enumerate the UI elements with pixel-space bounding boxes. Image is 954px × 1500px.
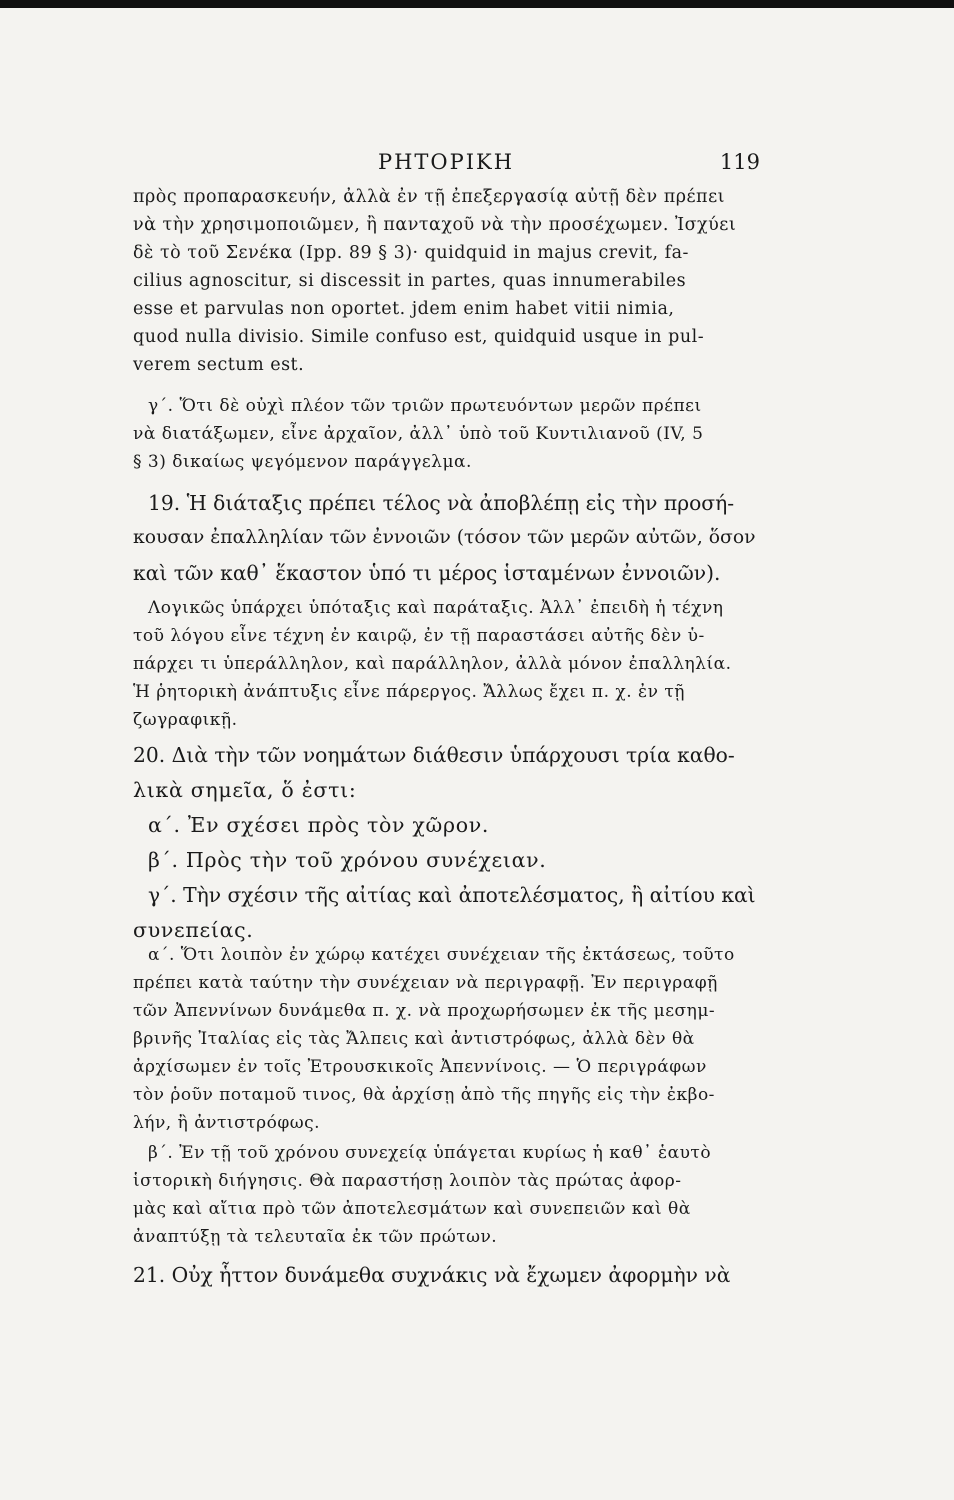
page-number: 119 (719, 150, 760, 174)
section-heading-line: συνεπείας. (133, 918, 254, 942)
section-heading-line: 21. Οὐχ ἧττον δυνάμεθα συχνάκις νὰ ἔχωμεν ἀφορμὴν νὰ (133, 1263, 731, 1287)
section-heading-line: 19. Ἡ διάταξις πρέπει τέλος νὰ ἀποβλέπῃ εἰς τὴν προσή- (148, 491, 735, 515)
text-line: ζωγραφικῇ. (133, 710, 238, 730)
text-line: ἱστορικὴ διήγησις. Θὰ παραστήσῃ λοιπὸν τὰς πρώτας ἀφορ- (133, 1171, 682, 1191)
text-line: πάρχει τι ὑπεράλληλον, καὶ παράλληλον, ἀλλὰ μόνον ἐπαλληλία. (133, 654, 732, 674)
section-heading-line: λικὰ σημεῖα, ὅ ἐστι: (133, 778, 357, 802)
text-line: γ΄. Ὅτι δὲ οὐχὶ πλέον τῶν τριῶν πρωτευόντων μερῶν πρέπει (148, 396, 702, 416)
section-heading-line: 20. Διὰ τὴν τῶν νοημάτων διάθεσιν ὑπάρχουσι τρία καθο- (133, 743, 735, 767)
text-line: ἀναπτύξῃ τὰ τελευταῖα ἐκ τῶν πρώτων. (133, 1227, 498, 1247)
text-line: νὰ διατάξωμεν, εἶνε ἀρχαῖον, ἀλλ᾽ ὑπὸ τοῦ Κυντιλιανοῦ (IV, 5 (133, 424, 704, 444)
section-heading-line: β΄. Πρὸς τὴν τοῦ χρόνου συνέχειαν. (148, 848, 547, 872)
text-line: τῶν Ἀπεννίνων δυνάμεθα π. χ. νὰ προχωρήσωμεν ἐκ τῆς μεσημ- (133, 1001, 716, 1021)
text-line: § 3) δικαίως ψεγόμενον παράγγελμα. (133, 452, 472, 472)
text-line: verem sectum est. (133, 355, 305, 375)
section-heading-line: καὶ τῶν καθ᾽ ἕκαστον ὑπό τι μέρος ἱσταμένων ἐννοιῶν). (133, 561, 721, 585)
text-line: πρέπει κατὰ ταύτην τὴν συνέχειαν νὰ περιγραφῇ. Ἐν περιγραφῇ (133, 973, 718, 993)
section-heading-line: γ΄. Τὴν σχέσιν τῆς αἰτίας καὶ ἀποτελέσματος, ἢ αἰτίου καὶ (148, 883, 756, 907)
text-line: τοῦ λόγου εἶνε τέχνη ἐν καιρῷ, ἐν τῇ παραστάσει αὐτῆς δὲν ὑ- (133, 626, 705, 646)
text-line: α΄. Ὅτι λοιπὸν ἐν χώρῳ κατέχει συνέχειαν τῆς ἐκτάσεως, τοῦτο (148, 945, 735, 965)
text-line: δὲ τὸ τοῦ Σενέκα (Ipp. 89 § 3)· quidquid in majus crevit, fa- (133, 243, 689, 263)
section-heading-line: α΄. Ἐν σχέσει πρὸς τὸν χῶρον. (148, 813, 490, 837)
text-line: βρινῆς Ἰταλίας εἰς τὰς Ἄλπεις καὶ ἀντιστρόφως, ἀλλὰ δὲν θὰ (133, 1029, 695, 1049)
text-line: Ἡ ῥητορικὴ ἀνάπτυξις εἶνε πάρεργος. Ἄλλως ἔχει π. χ. ἐν τῇ (133, 682, 685, 702)
text-line: Λογικῶς ὑπάρχει ὑπόταξις καὶ παράταξις. Ἀλλ᾽ ἐπειδὴ ἡ τέχνη (148, 598, 724, 618)
text-line: cilius agnoscitur, si discessit in partes, quas innumerabiles (133, 271, 687, 291)
text-line: quod nulla divisio. Simile confuso est, quidquid usque in pul- (133, 327, 705, 347)
running-header (132, 150, 760, 180)
page-title: ΡΗΤΟΡΙΚΗ (377, 150, 515, 174)
text-line: esse et parvulas non oportet. jdem enim habet vitii nimia, (133, 299, 675, 319)
text-line: β΄. Ἐν τῇ τοῦ χρόνου συνεχείᾳ ὑπάγεται κυρίως ἡ καθ᾽ ἑαυτὸ (148, 1143, 712, 1163)
text-line: μὰς καὶ αἴτια πρὸ τῶν ἀποτελεσμάτων καὶ συνεπειῶν καὶ θὰ (133, 1199, 691, 1219)
text-line: πρὸς προπαρασκευήν, ἀλλὰ ἐν τῇ ἐπεξεργασίᾳ αὐτῇ δὲν πρέπει (133, 187, 725, 207)
text-line: νὰ τὴν χρησιμοποιῶμεν, ἢ πανταχοῦ νὰ τὴν προσέχωμεν. Ἰσχύει (133, 215, 737, 235)
text-line: ἀρχίσωμεν ἐν τοῖς Ἐτρουσκικοῖς Ἀπεννίνοις. — Ὁ περιγράφων (133, 1057, 707, 1077)
text-line: τὸν ῥοῦν ποταμοῦ τινος, θὰ ἀρχίσῃ ἀπὸ τῆς πηγῆς εἰς τὴν ἐκβο- (133, 1085, 715, 1105)
text-line: λήν, ἢ ἀντιστρόφως. (133, 1113, 321, 1133)
section-heading-line: κουσαν ἐπαλληλίαν τῶν ἐννοιῶν (τόσον τῶν μερῶν αὐτῶν, ὅσον (133, 527, 756, 548)
